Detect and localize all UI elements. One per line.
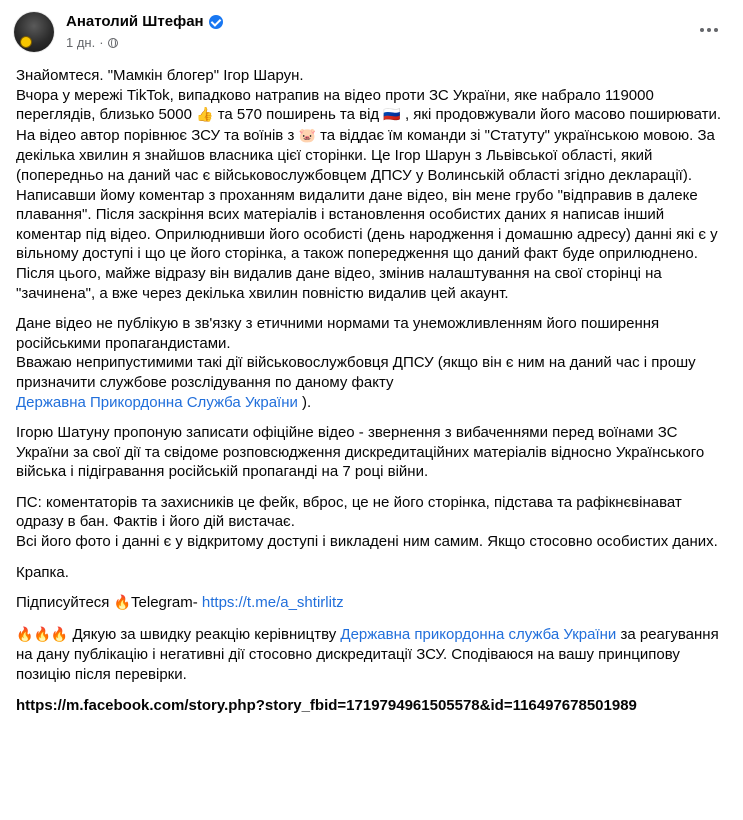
text-line: Написавши йому коментар з проханням видалити дане відео, він мене грубо "відправив в далеке плавання". Після заскріння всих матеріалів і встановлення особистих даних я написав інший коментар під відео. Оприлюднивши його особисті (день народження і домашню адресу) данні які є у вільному доступі і що це його сторінка, а також попередження що даний факт буде оприлюднено. [16,186,718,263]
fire-icon: 🔥 [50,626,69,643]
post-time[interactable]: 1 дн. [66,35,96,50]
text-line: , які продовжували його масово поширювати. [404,106,722,124]
paragraph-3 [16,423,727,482]
text-line: ПС: коментаторів та захисників це фейк, вброс, це не його сторінка, підстава та рафікнєвінават одразу в бан. Фактів і його дій вистачає. [16,493,682,531]
text-line: та віддає їм команди зі "Статуту" українською мовою. За декілька хвилин я знайшов власника цієї сторінки. Це Ігор Шарун з Львівської області, який (попередньо на даний час є військовослужбовцем ДПСУ у Волинській області згідно декларації). [16,126,715,184]
post-header [14,10,729,58]
paragraph-1 [16,66,727,303]
text-line: Знайомтеся. "Мамкін блогер" Ігор Шарун. [16,67,304,84]
facebook-story-url[interactable]: https://m.facebook.com/story.php?story_fbid=1719794961505578&id=116497678501989 [16,696,637,714]
paragraph-4 [16,493,727,552]
more-dot-icon [707,28,711,32]
paragraph-6 [16,593,727,614]
paragraph-8 [16,696,727,716]
text-line: Після цього, майже відразу він видалив дане відео, змінив налаштування на свої сторінці на "зачинена", а вже через декілька хвилин повністю видалив цей акаунт. [16,264,662,302]
verified-badge-icon [209,15,223,29]
text-line: Ігорю Шатуну пропоную записати офіційне відео - звернення з вибаченнями перед воїнами ЗС України за свої дії та свідоме розповсюдження дискредитаційних матеріалів відносно Українського війська і підігравання російській пропаганді на 7 році війни. [16,424,705,481]
text-line: ). [302,393,312,411]
post-meta [66,35,118,50]
author-name[interactable]: Анатолий Штефан [66,13,204,30]
thumbs-up-icon: 👍 [196,107,214,124]
text-line: Підписуйтеся [16,594,110,612]
paragraph-5 [16,563,727,583]
paragraph-2 [16,314,727,412]
globe-icon[interactable] [108,38,118,48]
paragraph-7 [16,625,727,685]
text-line: Крапка. [16,563,69,581]
text-line: На відео автор порівнює ЗСУ та воїнів з [16,126,295,144]
mention-border-service-2[interactable]: Державна прикордонна служба України [340,625,617,643]
fire-icon: 🔥 [33,626,51,643]
text-line: Telegram- [131,594,198,612]
text-line: за реагування на дану публікацію і негативні дії стосовно дискредитації ЗСУ. Сподіваюся на вашу принципову позицію після перевірки. [16,625,719,684]
text-line: Вважаю неприпустимими такі дії військовослужбовця ДПСУ (якщо він є ним на даний час і прошу призначити службове розслідування по даному факту [16,354,696,391]
post-text [16,66,727,715]
telegram-link[interactable]: https://t.me/a_shtirlitz [201,594,344,612]
fire-icon: 🔥 [113,595,132,612]
more-dot-icon [700,28,704,32]
russia-flag-icon: 🇷🇺 [383,107,401,124]
more-dot-icon [714,28,718,32]
avatar-badge-icon [20,36,32,48]
text-line: Дякую за швидку реакцію керівництву [72,625,337,643]
author-name-row [66,13,223,30]
more-options-button[interactable] [695,20,723,40]
meta-separator: · [99,35,104,50]
text-line: та 570 поширень та від [217,106,380,124]
fire-icon: 🔥 [16,626,34,643]
mention-border-service[interactable]: Державна Прикордонна Служба України [16,393,298,411]
pig-icon: 🐷 [298,127,316,144]
author-avatar[interactable] [14,12,54,52]
text-line: Дане відео не публікую в зв'язку з етичними нормами та унеможливленням його поширення російськими пропагандистами. [16,315,660,352]
text-line: Вчора у мережі TikTok, випадково натрапив на відео проти ЗС України, яке набрало 119000 переглядів, близько 5000 [16,86,654,124]
text-line: Всі його фото і данні є у відкритому доступі і викладені ним самим. Якщо стосовно особистих даних. [16,533,718,551]
